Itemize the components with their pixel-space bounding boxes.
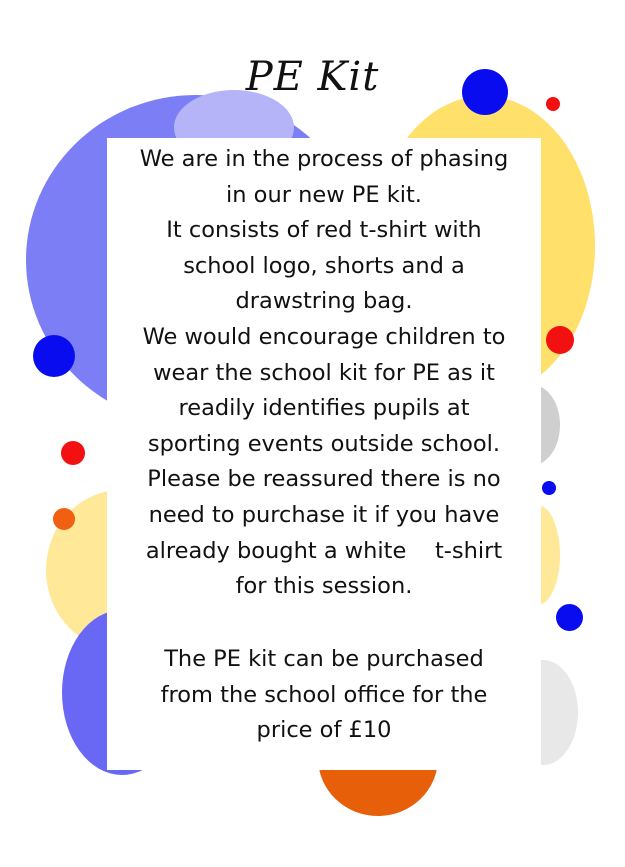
notice-line: need to purchase it if you have bbox=[148, 501, 500, 528]
blue-dot-right bbox=[556, 604, 583, 631]
price-line: The PE kit can be purchased bbox=[164, 646, 484, 672]
page-title: PE Kit bbox=[245, 54, 380, 100]
notice-line: wear the school kit for PE as it bbox=[153, 359, 495, 386]
notice-line: drawstring bag. bbox=[235, 288, 413, 315]
blue-dot-small bbox=[542, 481, 556, 495]
notice-card bbox=[107, 138, 541, 770]
notice-line: Please be reassured there is no bbox=[147, 466, 501, 493]
notice-line: It consists of red t-shirt with bbox=[166, 217, 482, 244]
price-line: from the school office for the bbox=[160, 681, 488, 708]
notice-line: for this session. bbox=[235, 573, 413, 600]
blue-dot-top bbox=[462, 69, 508, 115]
notice-line: school logo, shorts and a bbox=[183, 252, 465, 279]
notice-paragraph bbox=[107, 142, 541, 605]
notice-line: already bought a white t-shirt bbox=[145, 537, 503, 564]
notice-line: We would encourage children to bbox=[142, 323, 506, 350]
red-dot-right bbox=[546, 326, 574, 354]
notice-line: in our new PE kit. bbox=[226, 181, 422, 208]
notice-line: sporting events outside school. bbox=[147, 430, 501, 457]
notice-line: We are in the process of phasing bbox=[139, 146, 509, 172]
price-line: price of £10 bbox=[256, 717, 392, 744]
red-dot-left bbox=[61, 441, 85, 465]
notice-line: readily identifies pupils at bbox=[178, 395, 470, 422]
orange-dot-left bbox=[53, 508, 75, 530]
price-paragraph bbox=[107, 642, 541, 749]
blue-dot-left bbox=[33, 335, 75, 377]
